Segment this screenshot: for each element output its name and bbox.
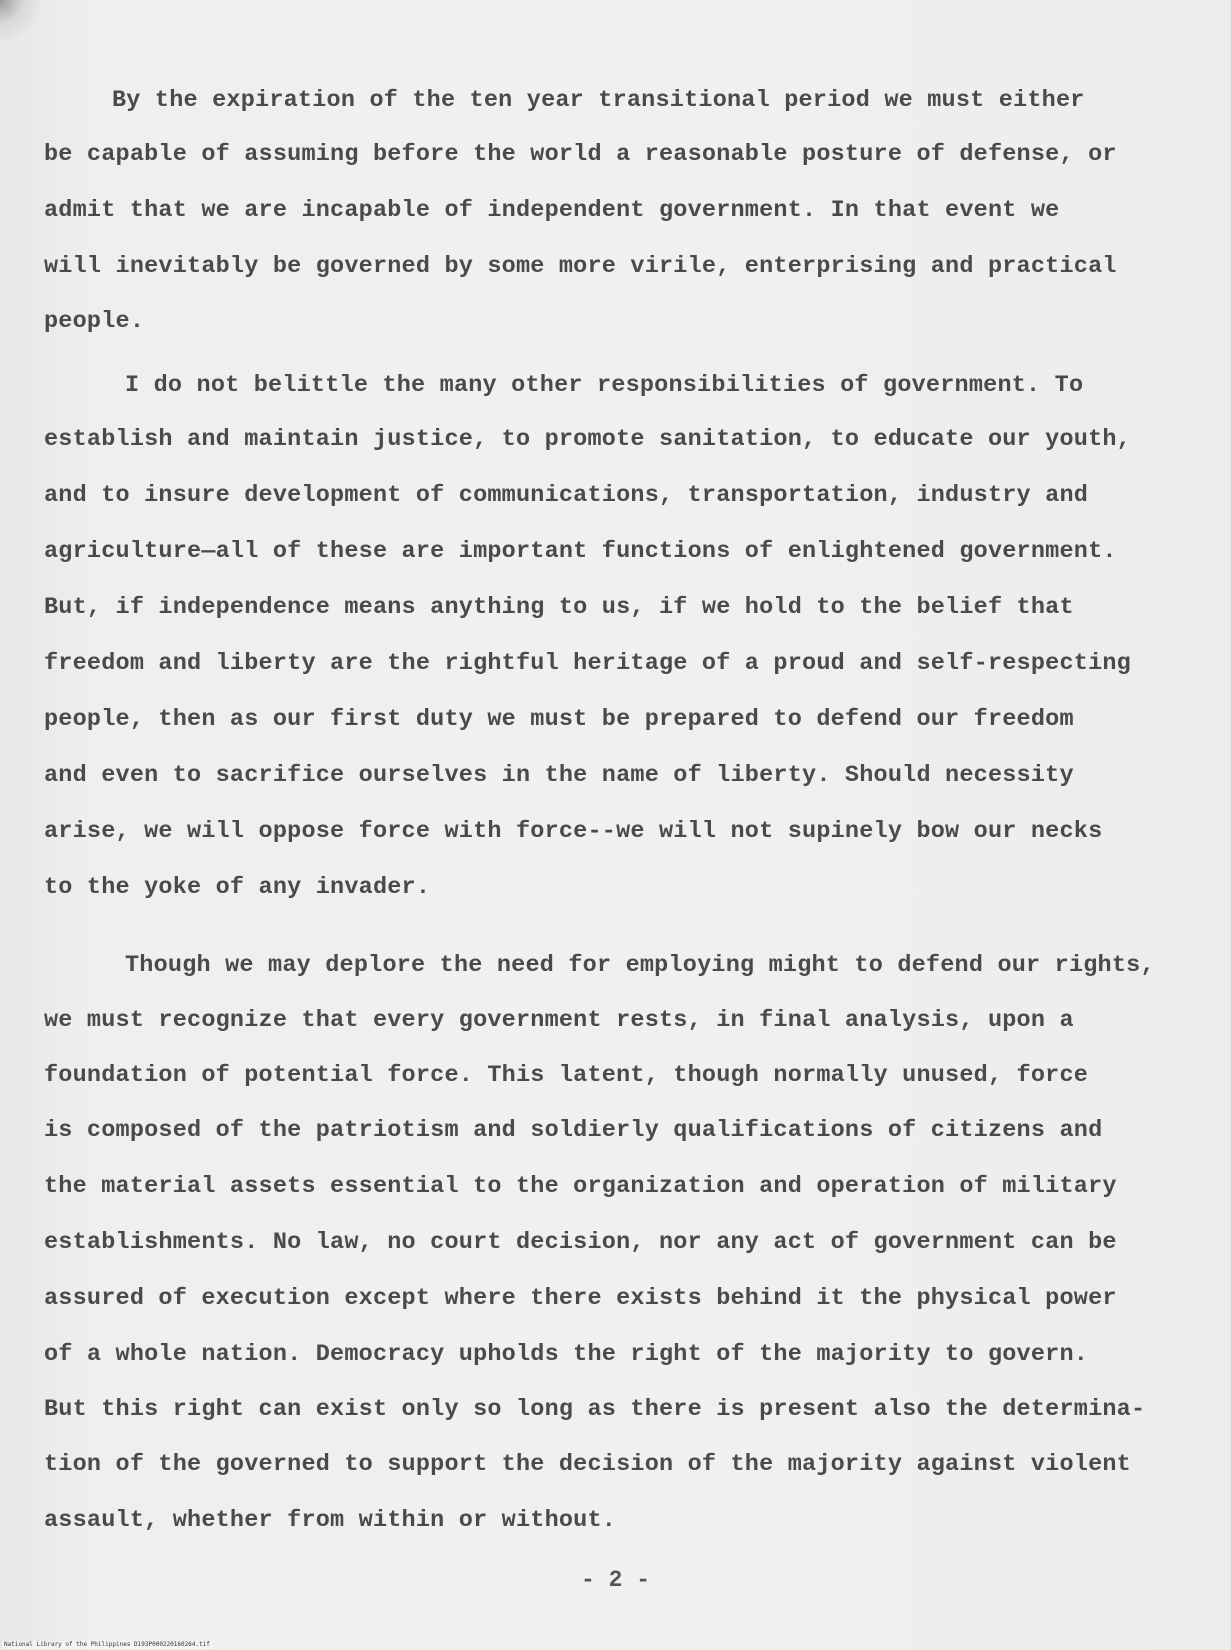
paragraph-2-line-10: to the yoke of any invader. (44, 874, 431, 901)
paragraph-1-line-3: admit that we are incapable of independent government. In that event we (44, 197, 1060, 224)
archive-footer-note: National Library of the Philippines D193P000220160264.tif (4, 1641, 210, 1648)
paragraph-3-line-11: assault, whether from within or without. (44, 1507, 617, 1534)
paragraph-3-line-3: foundation of potential force. This latent, though normally unused, force (44, 1062, 1089, 1089)
paragraph-2-line-6: freedom and liberty are the rightful heritage of a proud and self-respecting (44, 650, 1131, 677)
page-number: - 2 - (580, 1567, 650, 1593)
paragraph-2-line-3: and to insure development of communications, transportation, industry and (44, 482, 1089, 509)
paragraph-2-line-1: I do not belittle the many other responsibilities of government. To (125, 372, 1084, 399)
paragraph-3-line-9: But this right can exist only so long as there is present also the determina- (44, 1396, 1146, 1423)
paragraph-1-line-4: will inevitably be governed by some more virile, enterprising and practical (44, 253, 1117, 280)
paragraph-2-line-7: people, then as our first duty we must be prepared to defend our freedom (44, 706, 1074, 733)
paragraph-3-line-10: tion of the governed to support the decision of the majority against violent (44, 1451, 1131, 1478)
paragraph-1-line-5: people. (44, 308, 145, 335)
paragraph-2-line-4: agriculture—all of these are important functions of enlightened government. (44, 538, 1117, 565)
paragraph-3-line-5: the material assets essential to the organization and operation of military (44, 1173, 1117, 1200)
page-corner-shadow (0, 0, 40, 40)
paragraph-3-line-2: we must recognize that every government rests, in final analysis, upon a (44, 1007, 1074, 1034)
paragraph-3-line-8: of a whole nation. Democracy upholds the right of the majority to govern. (44, 1341, 1089, 1368)
paragraph-2-line-5: But, if independence means anything to us, if we hold to the belief that (44, 594, 1074, 621)
paragraph-3-line-7: assured of execution except where there exists behind it the physical power (44, 1285, 1117, 1312)
paragraph-1-line-1: By the expiration of the ten year transitional period we must either (112, 87, 1085, 114)
paragraph-3-line-1: Though we may deplore the need for employing might to defend our rights, (125, 952, 1155, 979)
paragraph-2-line-2: establish and maintain justice, to promote sanitation, to educate our youth, (44, 426, 1131, 453)
paragraph-3-line-6: establishments. No law, no court decision, nor any act of government can be (44, 1229, 1117, 1256)
paragraph-2-line-8: and even to sacrifice ourselves in the name of liberty. Should necessity (44, 762, 1074, 789)
paragraph-3-line-4: is composed of the patriotism and soldierly qualifications of citizens and (44, 1117, 1103, 1144)
paragraph-2-line-9: arise, we will oppose force with force--we will not supinely bow our necks (44, 818, 1103, 845)
paragraph-1-line-2: be capable of assuming before the world a reasonable posture of defense, or (44, 141, 1117, 168)
